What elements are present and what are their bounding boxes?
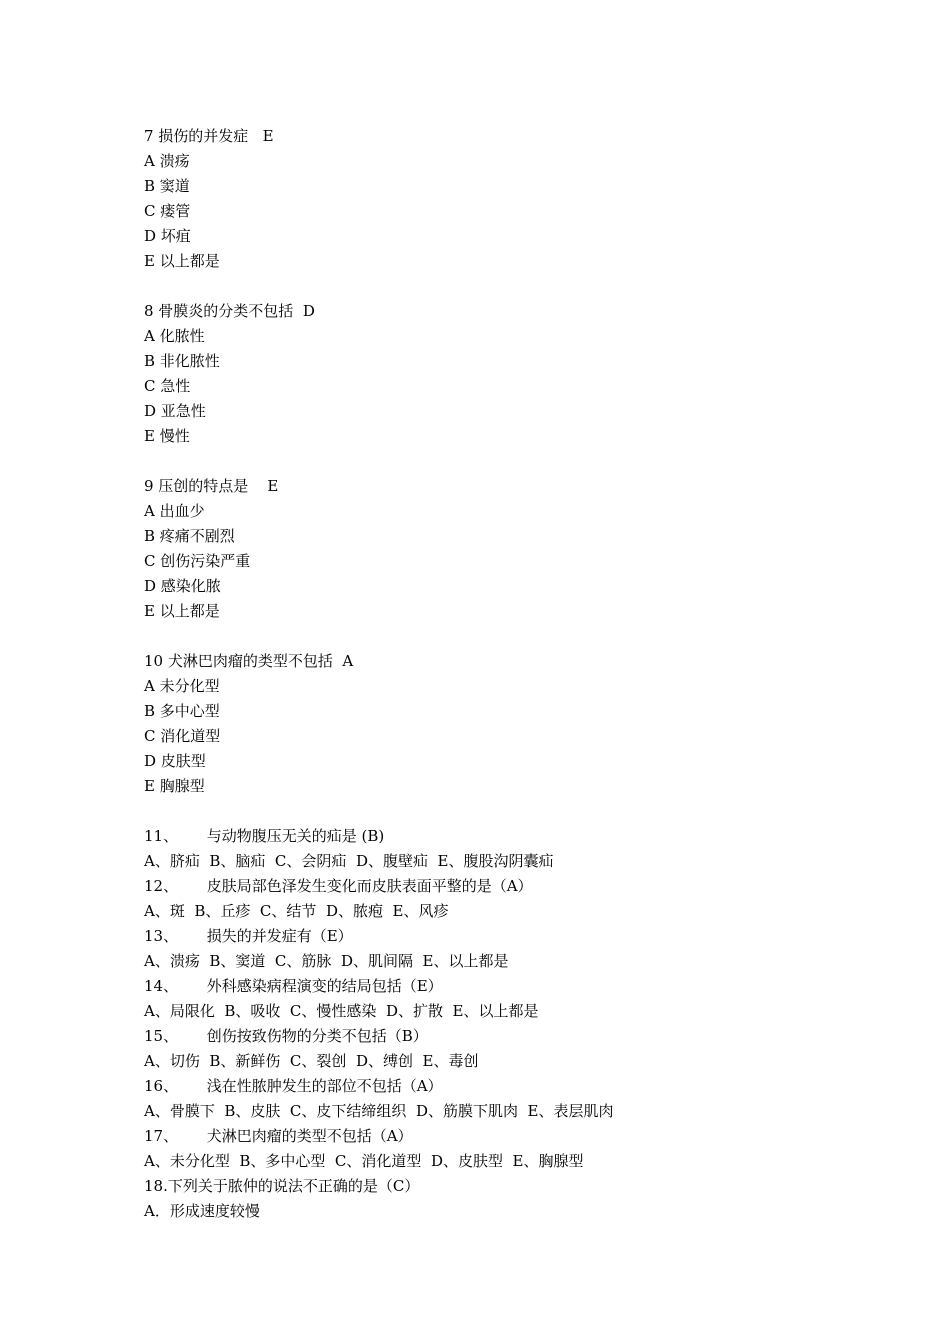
option-line: B 非化脓性	[144, 352, 220, 370]
option-line: A 出血少	[144, 502, 205, 520]
option-line: E 以上都是	[144, 252, 220, 270]
option-line: A、切伤 B、新鲜伤 C、裂创 D、缚创 E、毒创	[144, 1052, 479, 1070]
option-line: D 亚急性	[144, 402, 206, 420]
blank-line	[144, 799, 844, 824]
option-line: B 疼痛不剧烈	[144, 527, 235, 545]
blank-line	[144, 624, 844, 649]
option-line: C 消化道型	[144, 727, 221, 745]
question-stem: 8 骨膜炎的分类不包括 D	[144, 302, 315, 320]
question-stem: 12、 皮肤局部色泽发生变化而皮肤表面平整的是（A）	[144, 877, 533, 895]
option-line: A、未分化型 B、多中心型 C、消化道型 D、皮肤型 E、胸腺型	[144, 1152, 584, 1170]
blank-line	[144, 449, 844, 474]
option-line: E 胸腺型	[144, 777, 205, 795]
question-stem: 15、 创伤按致伤物的分类不包括（B）	[144, 1027, 428, 1045]
option-line: B 窦道	[144, 177, 190, 195]
option-line: A 未分化型	[144, 677, 220, 695]
question-stem: 11、 与动物腹压无关的疝是 (B)	[144, 827, 385, 845]
option-line: A 溃疡	[144, 152, 190, 170]
option-line: D 皮肤型	[144, 752, 206, 770]
question-stem: 10 犬淋巴肉瘤的类型不包括 A	[144, 652, 354, 670]
option-line: E 慢性	[144, 427, 190, 445]
option-line: A、溃疡 B、窦道 C、筋脉 D、肌间隔 E、以上都是	[144, 952, 509, 970]
blank-line	[144, 274, 844, 299]
option-line: A、骨膜下 B、皮肤 C、皮下结缔组织 D、筋膜下肌肉 E、表层肌肉	[144, 1102, 614, 1120]
option-line: D 坏疽	[144, 227, 191, 245]
compact-question-block	[144, 824, 844, 1224]
question-stem: 13、 损失的并发症有（E）	[144, 927, 353, 945]
option-line: A、局限化 B、吸收 C、慢性感染 D、扩散 E、以上都是	[144, 1002, 539, 1020]
option-line: A 化脓性	[144, 327, 205, 345]
question-block	[144, 649, 844, 799]
question-block	[144, 474, 844, 624]
option-line: A、斑 B、丘疹 C、结节 D、脓疱 E、风疹	[144, 902, 449, 920]
question-stem: 7 损伤的并发症 E	[144, 127, 274, 145]
option-line: E 以上都是	[144, 602, 220, 620]
question-stem: 17、 犬淋巴肉瘤的类型不包括（A）	[144, 1127, 413, 1145]
option-line: A、脐疝 B、脑疝 C、会阴疝 D、腹壁疝 E、腹股沟阴囊疝	[144, 852, 554, 870]
question-block	[144, 124, 844, 274]
option-line: C 瘘管	[144, 202, 191, 220]
question-block	[144, 299, 844, 449]
question-stem: 18.下列关于脓仲的说法不正确的是（C）	[144, 1177, 420, 1195]
option-line: A．形成速度较慢	[144, 1202, 260, 1220]
option-line: C 创伤污染严重	[144, 552, 251, 570]
question-list	[144, 124, 844, 1224]
option-line: B 多中心型	[144, 702, 220, 720]
question-stem: 16、 浅在性脓肿发生的部位不包括（A）	[144, 1077, 443, 1095]
option-line: C 急性	[144, 377, 191, 395]
question-stem: 9 压创的特点是 E	[144, 477, 279, 495]
option-line: D 感染化脓	[144, 577, 221, 595]
question-stem: 14、 外科感染病程演变的结局包括（E）	[144, 977, 443, 995]
